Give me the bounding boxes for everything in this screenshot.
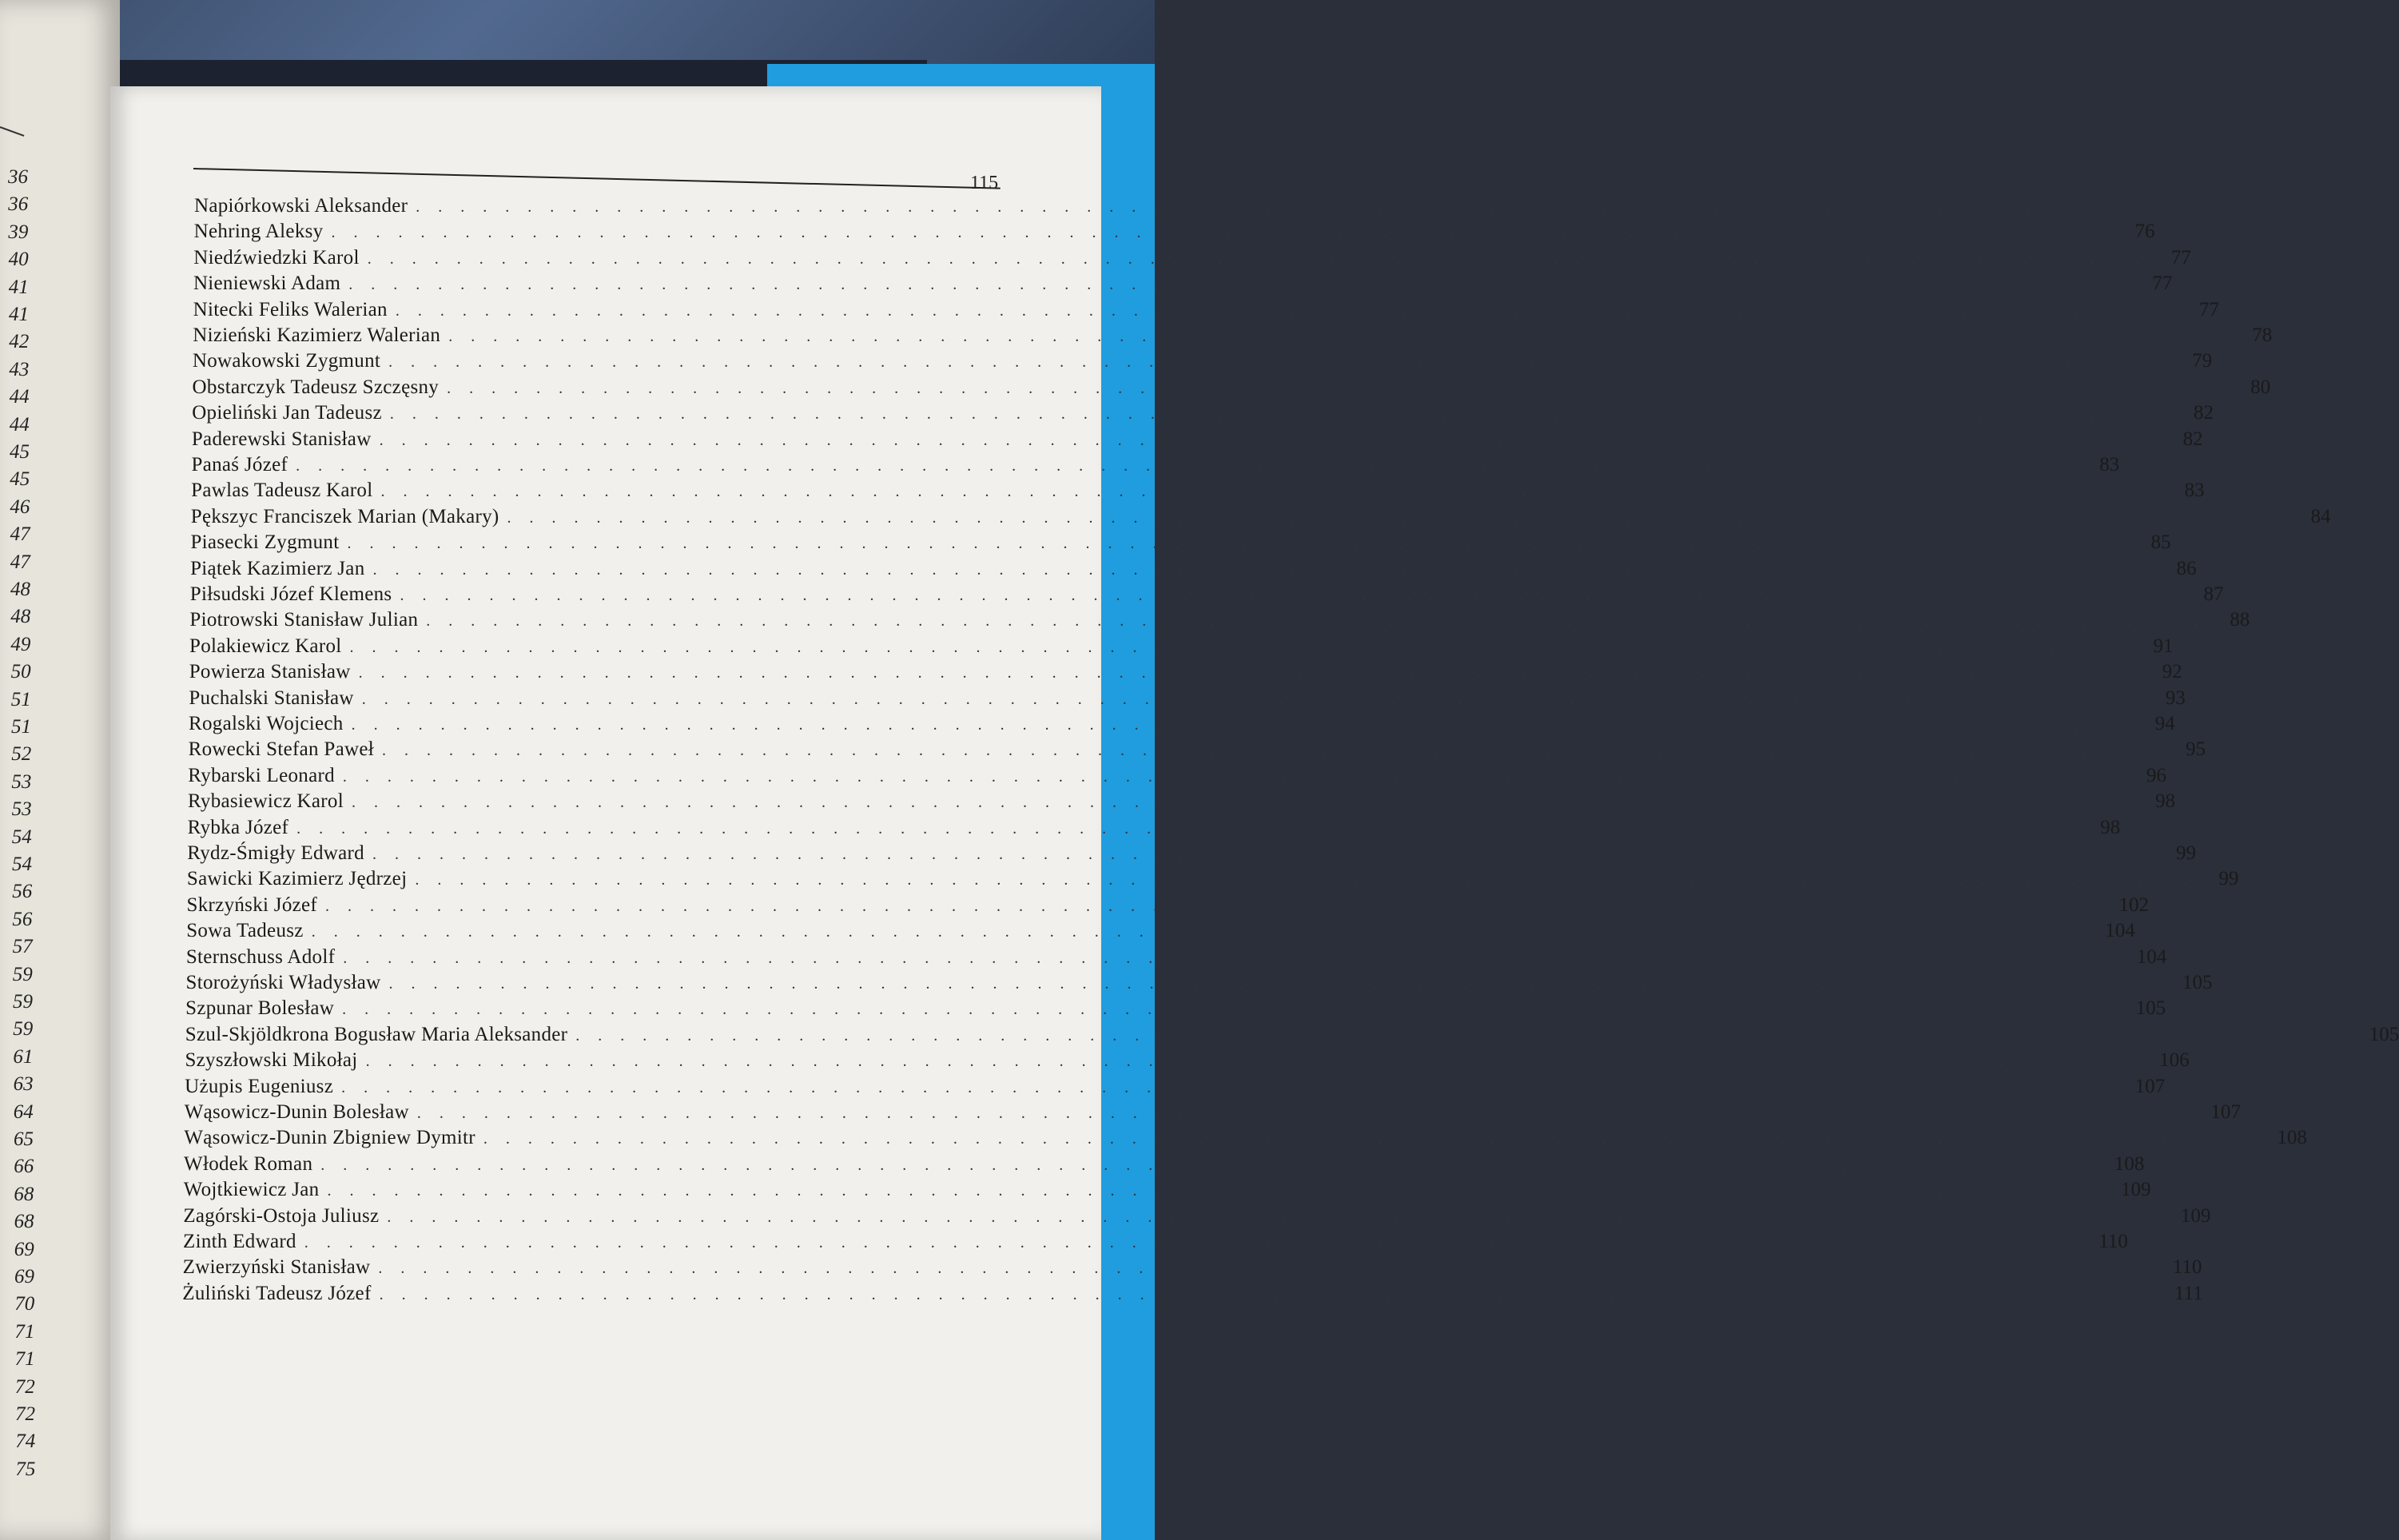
toc-entry-page: 80 (2250, 376, 2271, 398)
toc-entry-name: Szul-Skjöldkrona Bogusław Maria Aleksander (185, 1023, 568, 1045)
toc-entry-name: Zinth Edward (183, 1231, 296, 1252)
left-page-number: 71 (14, 1348, 35, 1371)
toc-entry-page: 91 (2153, 635, 2174, 657)
toc-entry (191, 454, 2120, 478)
toc-entry (182, 1282, 2203, 1307)
toc-entry (192, 402, 2214, 426)
left-page-number: 63 (13, 1073, 34, 1096)
toc-entry (190, 505, 2331, 530)
dot-leader: . . . . . . . . . . . . . . . . . . . . . . . . . . . . . . . . . . . . . . . . . . . . . . . . . . . . . . . . . . . . . . . . . . . . . . . . . . . . . . . . (351, 794, 2130, 812)
toc-entry-page: 104 (2136, 945, 2167, 968)
left-page-number: 59 (13, 991, 33, 1013)
toc-entry-name: Skrzyński Józef (186, 893, 318, 916)
toc-entry-page: 102 (2119, 893, 2150, 916)
toc-entry (193, 273, 2173, 296)
dot-leader: . . . . . . . . . . . . . . . . . . . . . . . . . . . . . . . . . . . . . . . . . . . . . . . . . . . . . . . . . . . . . . . . . . . . . . . . . . . . . . . . (343, 949, 2122, 967)
toc-entry-name: Zwierzyński Stanisław (182, 1256, 371, 1279)
toc-entry-page: 107 (2134, 1075, 2166, 1097)
toc-entry (191, 428, 2203, 452)
left-page-number: 59 (13, 1018, 34, 1041)
dot-leader: . . . . . . . . . . . . . . . . . . . . . . . . . . . . . . . . . . . . . . . . . . . . . . . . . . . . . . . . . . . . . . . . . . . . . . . . . . . . . . . . (507, 508, 2286, 527)
left-page-number: 49 (10, 633, 31, 655)
dot-leader: . . . . . . . . . . . . . . . . . . . . . . . . . . . . . . . . . . . . . . . . . . . . . . . . . . . . . . . . . . . . . . . . . . . . . . . . . . . . . . . . (325, 897, 2105, 915)
toc-entry-page: 99 (2218, 868, 2239, 890)
left-page-number: 44 (9, 386, 30, 408)
toc-entry-name: Pększyc Franciszek Marian (Makary) (190, 505, 499, 527)
toc-entry-name: Piłsudski Józef Klemens (189, 583, 392, 605)
toc-entry-page: 86 (2176, 557, 2197, 579)
toc-entry-page: 87 (2203, 583, 2224, 605)
toc-entry-name: Piątek Kazimierz Jan (190, 557, 365, 579)
toc-entry (190, 531, 2171, 555)
toc-entry (189, 686, 2186, 711)
toc-entry (194, 195, 2195, 219)
toc-entry (189, 583, 2224, 607)
toc-entry (183, 1204, 2211, 1229)
toc-entry-page: 96 (2146, 764, 2166, 786)
toc-entry-name: Obstarczyk Tadeusz Szczęsny (192, 376, 440, 398)
dot-leader: . . . . . . . . . . . . . . . . . . . . . . . . . . . . . . . . . . . . . . . . . . . . . . . . . . . . . . . . . . . . . . . . . . . . . . . . . . . . . . . . (388, 975, 2168, 993)
toc-entry-name: Rowecki Stefan Paweł (188, 738, 374, 761)
toc-entry-page: 105 (2135, 997, 2166, 1020)
toc-entry (188, 764, 2166, 789)
dot-leader: . . . . . . . . . . . . . . . . . . . . . . . . . . . . . . . . . . . . . . . . . . . . . . . . . . . . . . . . . . . . . . . . . . . . . . . . . . . . . . . . (311, 923, 2091, 941)
left-page-number: 71 (14, 1320, 35, 1343)
dot-leader: . . . . . . . . . . . . . . . . . . . . . . . . . . . . . . . . . . . . . . . . . . . . . . . . . . . . . . . . . . . . . . . . . . . . . . . . . . . . . . . . (388, 353, 2168, 372)
toc-entry (185, 945, 2167, 970)
left-page-number: 72 (15, 1403, 35, 1425)
toc-entry-name: Piasecki Zygmunt (190, 531, 340, 554)
toc-entry-page: 79 (2192, 350, 2213, 372)
toc-entry-name: Puchalski Stanisław (189, 686, 354, 709)
left-page-number: 45 (10, 441, 30, 463)
toc-entry (189, 661, 2182, 685)
left-page-number: 69 (14, 1238, 34, 1260)
toc-entry-page: 85 (2150, 531, 2171, 554)
dot-leader: . . . . . . . . . . . . . . . . . . . . . . . . . . . . . . . . . . . . . . . . . . . . . . . . . . . . . . . . . . . . . . . . . . . . . . . . . . . . . . . . (389, 405, 2169, 424)
left-page-number: 66 (14, 1156, 34, 1178)
toc-entry (193, 298, 2219, 323)
toc-entry-page: 104 (2105, 920, 2135, 942)
left-page-number: 61 (13, 1045, 34, 1068)
left-page-number: 69 (14, 1266, 34, 1287)
toc-entry-name: Włodek Roman (184, 1152, 313, 1175)
toc-entry-name: Żuliński Tadeusz Józef (182, 1282, 372, 1304)
left-page-number: 57 (12, 936, 33, 958)
toc-entry-name: Szpunar Bolesław (185, 997, 335, 1020)
toc-entry (185, 1049, 2190, 1073)
dot-leader: . . . . . . . . . . . . . . . . . . . . . . . . . . . . . . . . . . . . . . . . . . . . . . . . . . . . . . . . . . . . . . . . . . . . . . . . . . . . . . . . (331, 224, 2111, 242)
toc-entry (187, 816, 2121, 841)
toc-entry-page: 93 (2165, 686, 2186, 709)
toc-entry (185, 1023, 2399, 1048)
left-page-number: 64 (13, 1100, 34, 1123)
toc-entry-page: 94 (2154, 713, 2175, 734)
left-page-number: 45 (10, 468, 30, 491)
toc-entry-page: 76 (2134, 221, 2155, 243)
left-page-number: 59 (12, 963, 33, 985)
dot-leader: . . . . . . . . . . . . . . . . . . . . . . . . . . . . . . . . . . . . . . . . . . . . . . . . . . . . . . . . . . . . . . . . . . . . . . . . . . . . . . . . (395, 301, 2174, 320)
toc-entry-page: 84 (2310, 505, 2331, 527)
dot-leader: . . . . . . . . . . . . . . . . . . . . . . . . . . . . . . . . . . . . . . . . . . . . . . . . . . . . . . . . . . . . . . . . . . . . . . . . . . . . . . . . (426, 612, 2206, 631)
left-page-number: 52 (11, 743, 32, 766)
dot-leader: . . . . . . . . . . . . . . . . . . . . . . . . . . . . . . . . . . . . . . . . . . . . . . . . . . . . . . . . . . . . . . . . . . . . . . . . . . . . . . . . (379, 1285, 2158, 1303)
toc-entry-name: Wąsowicz-Dunin Bolesław (184, 1101, 409, 1123)
dot-leader: . . . . . . . . . . . . . . . . . . . . . . . . . . . . . . . . . . . . . . . . . . . . . . . . . . . . . . . . . . . . . . . . . . . . . . . . . . . . . . . . (327, 1182, 2107, 1200)
toc-entry (183, 1231, 2128, 1255)
left-page-number: 43 (9, 358, 30, 380)
toc-entry-name: Rogalski Wojciech (189, 713, 344, 734)
toc-entry-page: 110 (2099, 1231, 2128, 1252)
left-page-number: 70 (14, 1293, 35, 1315)
toc-entry (193, 246, 2191, 271)
toc-entry-page: 78 (2252, 324, 2273, 346)
left-page-number: 54 (12, 854, 32, 875)
left-page-number: 56 (12, 881, 33, 903)
dot-leader: . . . . . . . . . . . . . . . . . . . . . . . . . . . . . . . . . . . . . . . . . . . . . . . . . . . . . . . . . . . . . . . . . . . . . . . . . . . . . . . . (351, 716, 2130, 734)
dot-leader: . . . . . . . . . . . . . . . . . . . . . . . . . . . . . . . . . . . . . . . . . . . . . . . . . . . . . . . . . . . . . . . . . . . . . . . . . . . . . . . . (361, 690, 2141, 708)
dot-leader: . . . . . . . . . . . . . . . . . . . . . . . . . . . . . . . . . . . . . . . . . . . . . . . . . . . . . . . . . . . . . . . . . . . . . . . . . . . . . . . . (416, 198, 2195, 216)
dot-leader: . . . . . . . . . . . . . . . . . . . . . . . . . . . . . . . . . . . . . . . . . . . . . . . . . . . . . . . . . . . . . . . . . . . . . . . . . . . . . . . . (342, 1001, 2122, 1019)
dot-leader: . . . . . . . . . . . . . . . . . . . . . . . . . . . . . . . . . . . . . . . . . . . . . . . . . . . . . . . . . . . . . . . . . . . . . . . . . . . . . . . . (320, 1156, 2100, 1174)
toc-entry (193, 221, 2155, 245)
toc-entry-name: Rybka Józef (187, 816, 289, 838)
toc-entry-name: Panaś Józef (191, 454, 288, 476)
left-page-number: 68 (14, 1183, 34, 1205)
dot-leader: . . . . . . . . . . . . . . . . . . . . . . . . . . . . . . . . . . . . . . . . . . . . . . . . . . . . . . . . . . . . . . . . . . . . . . . . . . . . . . . . (358, 664, 2138, 682)
toc-entry-name: Zagórski-Ostoja Juliusz (183, 1204, 380, 1227)
toc-entry-name: Rydz-Śmigły Edward (187, 842, 364, 864)
toc-entry-page: 95 (2185, 738, 2206, 761)
left-page-number: 40 (8, 249, 29, 271)
dot-leader: . . . . . . . . . . . . . . . . . . . . . . . . . . . . . . . . . . . . . . . . . . . . . . . . . . . . . . . . . . . . . . . . . . . . . . . . . . . . . . . . (416, 1104, 2196, 1122)
left-page-number: 48 (10, 606, 31, 628)
left-page-number: 54 (11, 826, 32, 848)
toc-entry-name: Wojtkiewicz Jan (183, 1179, 320, 1201)
dot-leader: . . . . . . . . . . . . . . . . . . . . . . . . . . . . . . . . . . . . . . . . . . . . . . . . . . . . . . . . . . . . . . . . . . . . . . . . . . . . . . . . (387, 1208, 2166, 1226)
left-page-number: 50 (10, 661, 31, 683)
left-page-number: 39 (8, 221, 29, 243)
toc-entry-page: 98 (2154, 790, 2175, 813)
left-page-number: 36 (8, 166, 28, 188)
toc-entry-page: 77 (2170, 246, 2191, 269)
toc-entry-name: Piotrowski Stanisław Julian (189, 609, 419, 631)
toc-entry (186, 868, 2239, 892)
dot-leader: . . . . . . . . . . . . . . . . . . . . . . . . . . . . . . . . . . . . . . . . . . . . . . . . . . . . . . . . . . . . . . . . . . . . . . . . . . . . . . . . (342, 767, 2122, 786)
toc-entry (193, 324, 2273, 348)
toc-entry (184, 1101, 2241, 1125)
toc-entry (185, 1075, 2166, 1100)
toc-entry (186, 893, 2150, 918)
toc-entry-name: Sowa Tadeusz (186, 920, 304, 942)
left-page-number: 56 (12, 908, 33, 930)
toc-entry-name: Nowakowski Zygmunt (192, 350, 381, 372)
toc-entry-name: Nieniewski Adam (193, 273, 341, 295)
dot-leader: . . . . . . . . . . . . . . . . . . . . . . . . . . . . . . . . . . . . . . . . . . . . . . . . . . . . . . . . . . . . . . . . . . . . . . . . . . . . . . . . (341, 1078, 2121, 1096)
toc-entry (185, 972, 2213, 996)
left-page-number: 75 (15, 1458, 36, 1480)
left-page-number: 48 (10, 579, 30, 600)
toc-entry-page: 105 (2182, 972, 2213, 993)
left-page-number: 65 (14, 1128, 34, 1150)
dot-leader: . . . . . . . . . . . . . . . . . . . . . . . . . . . . . . . . . . . . . . . . . . . . . . . . . . . . . . . . . . . . . . . . . . . . . . . . . . . . . . . . (348, 276, 2128, 294)
left-page-number: 72 (14, 1375, 35, 1398)
toc-entry-name: Storożyński Władysław (185, 972, 381, 993)
dot-leader: . . . . . . . . . . . . . . . . . . . . . . . . . . . . . . . . . . . . . . . . . . . . . . . . . . . . . . . . . . . . . . . . . . . . . . . . . . . . . . . . (575, 1026, 2355, 1045)
dot-leader: . . . . . . . . . . . . . . . . . . . . . . . . . . . . . . . . . . . . . . . . . . . . . . . . . . . . . . . . . . . . . . . . . . . . . . . . . . . . . . . . (304, 1234, 2083, 1251)
dot-leader: . . . . . . . . . . . . . . . . . . . . . . . . . . . . . . . . . . . . . . . . . . . . . . . . . . . . . . . . . . . . . . . . . . . . . . . . . . . . . . . . (372, 846, 2151, 863)
dot-leader: . . . . . . . . . . . . . . . . . . . . . . . . . . . . . . . . . . . . . . . . . . . . . . . . . . . . . . . . . . . . . . . . . . . . . . . . . . . . . . . . (365, 1053, 2145, 1071)
dot-leader: . . . . . . . . . . . . . . . . . . . . . . . . . . . . . . . . . . . . . . . . . . . . . . . . . . . . . . . . . . . . . . . . . . . . . . . . . . . . . . . . (347, 535, 2126, 553)
toc-entry (184, 1152, 2145, 1177)
toc-entry-page: 77 (2198, 298, 2219, 320)
left-page-number: 46 (10, 495, 30, 518)
toc-entry-page: 110 (2172, 1256, 2202, 1279)
dot-leader: . . . . . . . . . . . . . . . . . . . . . . . . . . . . . . . . . . . . . . . . . . . . . . . . . . . . . . . . . . . . . . . . . . . . . . . . . . . . . . . . (367, 249, 2146, 268)
dot-leader: . . . . . . . . . . . . . . . . . . . . . . . . . . . . . . . . . . . . . . . . . . . . . . . . . . . . . . . . . . . . . . . . . . . . . . . . . . . . . . . . (296, 819, 2076, 838)
dot-leader: . . . . . . . . . . . . . . . . . . . . . . . . . . . . . . . . . . . . . . . . . . . . . . . . . . . . . . . . . . . . . . . . . . . . . . . . . . . . . . . . (381, 742, 2161, 760)
left-page-number: 41 (8, 276, 29, 298)
toc-entry-page: 109 (2120, 1179, 2151, 1201)
toc-entry-name: Rybasiewicz Karol (187, 790, 344, 813)
toc-entry-name: Nizieński Kazimierz Walerian (193, 324, 441, 346)
dot-leader: . . . . . . . . . . . . . . . . . . . . . . . . . . . . . . . . . . . . . . . . . . . . . . . . . . . . . . . . . . . . . . . . . . . . . . . . . . . . . . . . (372, 560, 2152, 579)
toc-entry-name: Polakiewicz Karol (189, 635, 342, 657)
left-page-number: 51 (10, 688, 31, 710)
toc-entry-name: Rybarski Leonard (188, 764, 335, 786)
toc-entry (187, 842, 2196, 866)
dot-leader: . . . . . . . . . . . . . . . . . . . . . . . . . . . . . . . . . . . . . . . . . . . . . . . . . . . . . . . . . . . . . . . . . . . . . . . . . . . . . . . . (483, 1130, 2262, 1148)
toc-entry-page: 111 (2174, 1282, 2203, 1304)
left-page-number: 41 (9, 304, 29, 325)
toc-entry-page: 88 (2230, 609, 2250, 631)
toc-entry (191, 480, 2205, 503)
toc-entry-page: 77 (2152, 273, 2173, 295)
toc-entry-page: 108 (2114, 1152, 2145, 1175)
toc-entry-name: Napiórkowski Aleksander (194, 195, 408, 217)
dot-leader: . . . . . . . . . . . . . . . . . . . . . . . . . . . . . . . . . . . . . . . . . . . . . . . . . . . . . . . . . . . . . . . . . . . . . . . . . . . . . . . . (380, 483, 2160, 501)
toc-entry (192, 376, 2271, 400)
toc-entry-page: 108 (2277, 1127, 2307, 1149)
dot-leader: . . . . . . . . . . . . . . . . . . . . . . . . . . . . . . . . . . . . . . . . . . . . . . . . . . . . . . . . . . . . . . . . . . . . . . . . . . . . . . . . (296, 457, 2075, 475)
toc-entry-name: Sawicki Kazimierz Jędrzej (186, 868, 408, 890)
page-number: 115 (970, 173, 999, 193)
dot-leader: . . . . . . . . . . . . . . . . . . . . . . . . . . . . . . . . . . . . . . . . . . . . . . . . . . . . . . . . . . . . . . . . . . . . . . . . . . . . . . . . (448, 328, 2228, 345)
dot-leader: . . . . . . . . . . . . . . . . . . . . . . . . . . . . . . . . . . . . . . . . . . . . . . . . . . . . . . . . . . . . . . . . . . . . . . . . . . . . . . . . (415, 871, 2194, 889)
toc-entry (189, 609, 2250, 633)
toc-entry (187, 790, 2175, 814)
toc-entry-name: Nitecki Feliks Walerian (193, 298, 388, 320)
toc-entry-page: 105 (2369, 1023, 2399, 1045)
toc-entry-name: Paderewski Stanisław (191, 428, 372, 450)
toc-entry (185, 997, 2166, 1021)
toc-entry (189, 635, 2174, 659)
left-page-number: 53 (11, 770, 32, 793)
dot-leader: . . . . . . . . . . . . . . . . . . . . . . . . . . . . . . . . . . . . . . . . . . . . . . . . . . . . . . . . . . . . . . . . . . . . . . . . . . . . . . . . (379, 431, 2158, 449)
dot-leader: . . . . . . . . . . . . . . . . . . . . . . . . . . . . . . . . . . . . . . . . . . . . . . . . . . . . . . . . . . . . . . . . . . . . . . . . . . . . . . . . (400, 587, 2179, 604)
left-page-number: 68 (14, 1211, 34, 1233)
left-page-number: 51 (11, 716, 31, 738)
left-page-number: 44 (9, 413, 30, 436)
toc-entry-name: Pawlas Tadeusz Karol (191, 480, 373, 502)
left-page-number: 47 (10, 523, 30, 546)
toc-entry (183, 1179, 2151, 1203)
dot-leader: . . . . . . . . . . . . . . . . . . . . . . . . . . . . . . . . . . . . . . . . . . . . . . . . . . . . . . . . . . . . . . . . . . . . . . . . . . . . . . . . (378, 1259, 2158, 1278)
toc-entry (190, 557, 2197, 582)
toc-entry-name: Wąsowicz-Dunin Zbigniew Dymitr (184, 1127, 475, 1149)
toc-entry-page: 82 (2193, 402, 2214, 424)
toc-entry-page: 98 (2100, 816, 2121, 838)
toc-entry-page: 82 (2182, 428, 2203, 450)
toc-entry-page: 83 (2184, 480, 2205, 502)
toc-entry-page: 109 (2180, 1204, 2211, 1227)
toc-entry-page: 83 (2099, 454, 2120, 476)
left-page-number: 47 (10, 551, 30, 573)
toc-entry (184, 1127, 2307, 1151)
toc-entry-name: Sternschuss Adolf (185, 945, 336, 968)
left-page-number: 36 (8, 193, 29, 216)
toc-entry (186, 920, 2135, 944)
toc-entry-page: 107 (2210, 1101, 2241, 1123)
toc-entry (188, 738, 2206, 762)
left-page-number: 42 (9, 331, 30, 353)
dot-leader: . . . . . . . . . . . . . . . . . . . . . . . . . . . . . . . . . . . . . . . . . . . . . . . . . . . . . . . . . . . . . . . . . . . . . . . . . . . . . . . . (447, 379, 2226, 397)
toc-entry (182, 1256, 2202, 1280)
left-page-number: 74 (15, 1431, 36, 1453)
toc-entry-name: Szyszłowski Mikołaj (185, 1049, 358, 1072)
toc-entry (189, 713, 2175, 737)
toc-entry-name: Niedźwiedzki Karol (193, 246, 360, 269)
toc-entry-name: Nehring Aleksy (193, 221, 324, 243)
toc-entry-name: Powierza Stanisław (189, 661, 351, 683)
toc-entry-page: 92 (2162, 661, 2182, 683)
toc-entry-name: Użupis Eugeniusz (185, 1075, 334, 1097)
toc-entry-page: 99 (2175, 842, 2196, 864)
toc-entry-page: 106 (2159, 1049, 2190, 1072)
toc-entry (192, 350, 2213, 374)
toc-entry-name: Opieliński Jan Tadeusz (192, 402, 382, 424)
left-page-number: 53 (11, 798, 32, 821)
dot-leader: . . . . . . . . . . . . . . . . . . . . . . . . . . . . . . . . . . . . . . . . . . . . . . . . . . . . . . . . . . . . . . . . . . . . . . . . . . . . . . . . (349, 638, 2129, 656)
